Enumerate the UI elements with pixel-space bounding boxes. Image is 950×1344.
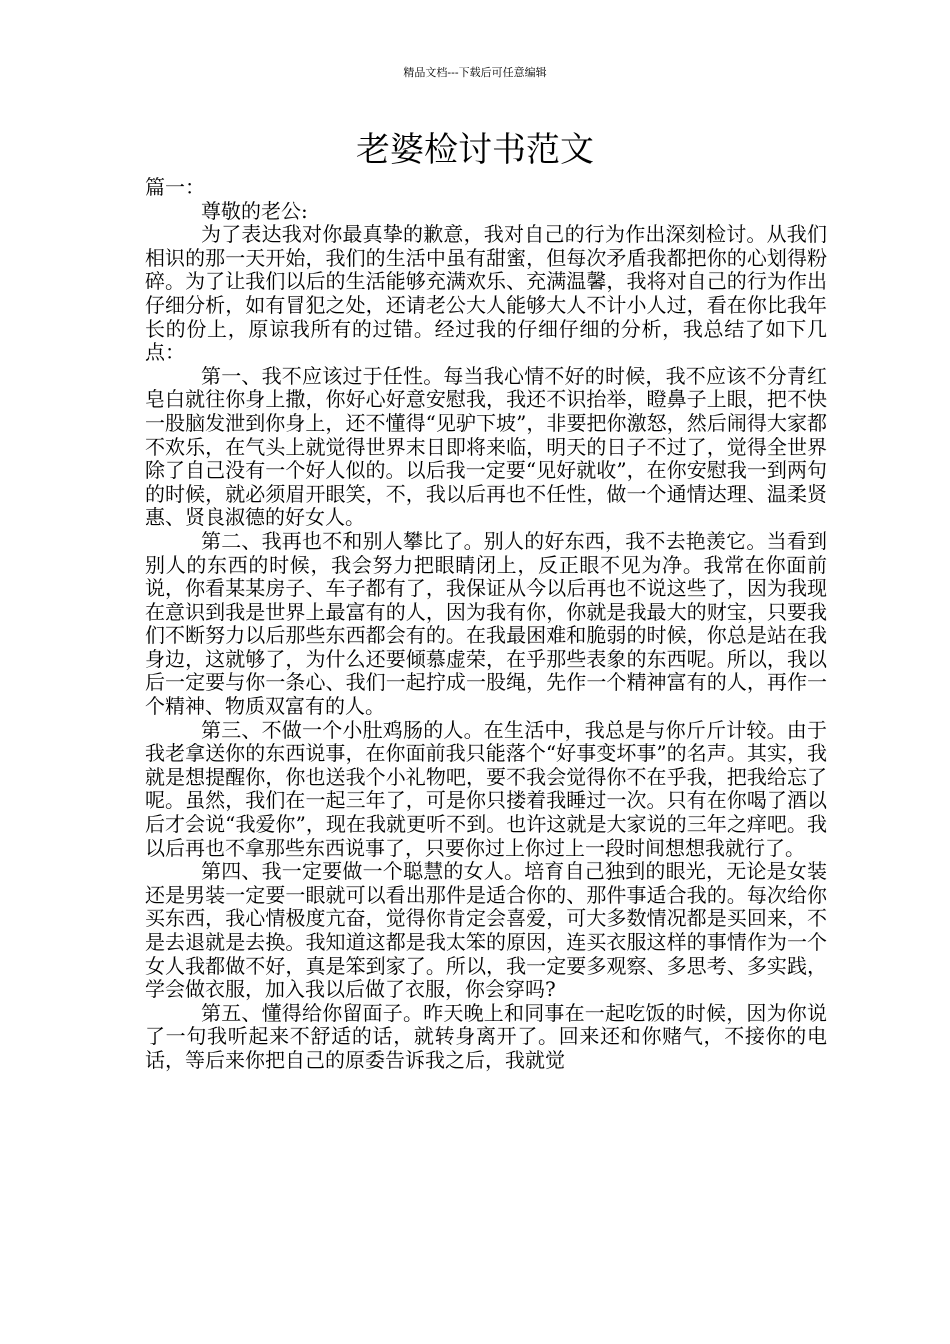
document-title: 老婆检讨书范文 xyxy=(356,130,594,170)
paragraph-point-1: 第一、我不应该过于任性。每当我心情不好的时候，我不应该不分青红皂白就往你身上撒，你好心好意安慰我，我还不识抬举，瞪鼻子上眼，把不快一股脑发泄到你身上，还不懂得“见驴下坡”，非要把你激怒，然后闹得大家都不欢乐，在气头上就觉得世界末日即将来临，明天的日子不过了，觉得全世界除了自己没有一个好人似的。以后我一定要“见好就收”，在你安慰我一到两句的时候，就必须眉开眼笑，不，我以后再也不任性，做一个通情达理、温柔贤惠、贤良淑德的好女人。 xyxy=(145,363,827,530)
paragraph-point-3: 第三、不做一个小肚鸡肠的人。在生活中，我总是与你斤斤计较。由于我老拿送你的东西说事，在你面前我只能落个“好事变坏事”的名声。其实，我就是想提醒你，你也送我个小礼物吧，要不我会觉得你不在乎我，把我给忘了呢。虽然，我们在一起三年了，可是你只搂着我睡过一次。只有在你喝了酒以后才会说“我爱你”，现在我就更听不到。也许这就是大家说的三年之痒吧。我以后再也不拿那些东西说事了，只要你过上你过上一段时间想想我就行了。 xyxy=(145,717,827,860)
paragraph-point-2: 第二、我再也不和别人攀比了。别人的好东西，我不去艳羡它。当看到别人的东西的时候，我会努力把眼睛闭上，反正眼不见为净。我常在你面前说，你看某某房子、车子都有了，我保证从今以后再也不说这些了，因为我现在意识到我是世界上最富有的人，因为我有你，你就是我最大的财宝，只要我们不断努力以后那些东西都会有的。在我最困难和脆弱的时候，你总是站在我身边，这就够了，为什么还要倾慕虚荣，在乎那些表象的东西呢。所以，我以后一定要与你一条心、我们一起拧成一股绳，先作一个精神富有的人，再作一个精神、物质双富有的人。 xyxy=(145,528,827,719)
page-header: 精品文档---下载后可任意编辑 xyxy=(403,66,547,79)
section-label: 篇一： xyxy=(145,175,205,199)
paragraph-point-4: 第四、我一定要做一个聪慧的女人。培育自己独到的眼光，无论是女装还是男装一定要一眼就可以看出那件是适合你的、那件事适合我的。每次给你买东西，我心情极度亢奋，觉得你肯定会喜爱，可大多数情况都是买回来，不是去退就是去换。我知道这都是我太笨的原因，连买衣服这样的事情作为一个女人我都做不好，真是笨到家了。所以，我一定要多观察、多思考、多实践，学会做衣服，加入我以后做了衣服，你会穿吗? xyxy=(145,859,827,1002)
paragraph-point-5: 第五、懂得给你留面子。昨天晚上和同事在一起吃饭的时候，因为你说了一句我听起来不舒适的话，就转身离开了。回来还和你赌气，不接你的电话，等后来你把自己的原委告诉我之后，我就觉 xyxy=(145,1000,827,1072)
salutation: 尊敬的老公: xyxy=(201,198,308,223)
document-body xyxy=(145,176,827,1073)
paragraph-intro: 为了表达我对你最真挚的歉意，我对自己的行为作出深刻检讨。从我们相识的那一天开始，我们的生活中虽有甜蜜，但每次矛盾我都把你的心划得粉碎。为了让我们以后的生活能够充满欢乐、充满温馨，我将对自己的行为作出仔细分析，如有冒犯之处，还请老公大人能够大人不计小人过，看在你比我年长的份上，原谅我所有的过错。经过我的仔细仔细的分析，我总结了如下几点： xyxy=(145,222,827,365)
